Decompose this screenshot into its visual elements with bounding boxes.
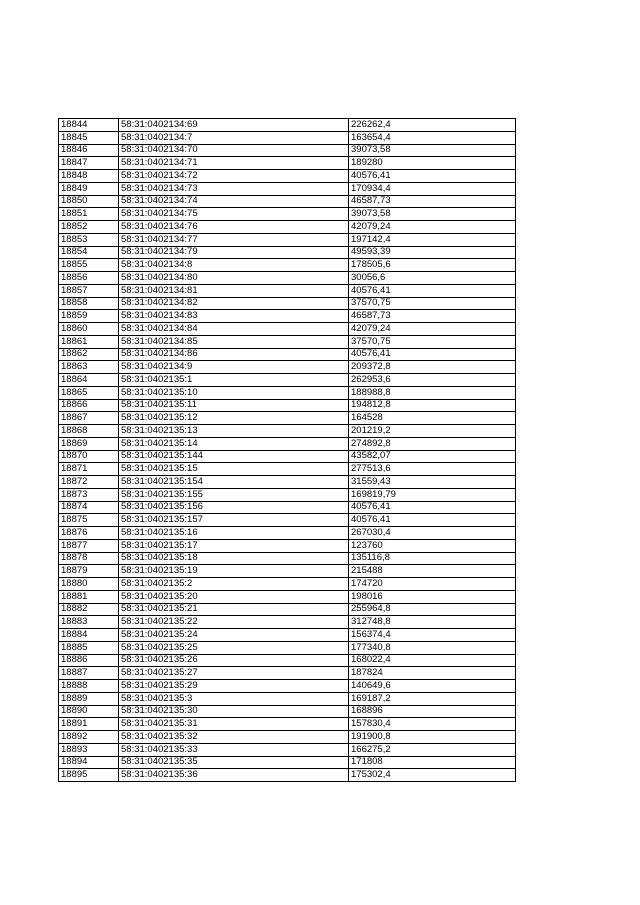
row-number-cell: 18880	[59, 578, 119, 591]
cadastral-number-cell: 58:31:0402135:25	[119, 641, 349, 654]
table-row	[59, 386, 516, 399]
row-number-cell: 18851	[59, 208, 119, 221]
value-cell: 49593,39	[349, 246, 516, 259]
cadastral-number-cell: 58:31:0402134:79	[119, 246, 349, 259]
cadastral-number-cell: 58:31:0402135:3	[119, 692, 349, 705]
row-number-cell: 18891	[59, 718, 119, 731]
table-row	[59, 195, 516, 208]
table-row	[59, 463, 516, 476]
table-row	[59, 221, 516, 234]
cadastral-number-cell: 58:31:0402135:157	[119, 514, 349, 527]
table-row	[59, 565, 516, 578]
table-row	[59, 144, 516, 157]
row-number-cell: 18892	[59, 731, 119, 744]
row-number-cell: 18871	[59, 463, 119, 476]
value-cell: 43582,07	[349, 450, 516, 463]
value-cell: 177340,8	[349, 641, 516, 654]
cadastral-number-cell: 58:31:0402135:13	[119, 425, 349, 438]
table-row	[59, 641, 516, 654]
value-cell: 40576,41	[349, 514, 516, 527]
cadastral-number-cell: 58:31:0402135:16	[119, 527, 349, 540]
value-cell: 39073,58	[349, 208, 516, 221]
row-number-cell: 18885	[59, 641, 119, 654]
cadastral-number-cell: 58:31:0402134:85	[119, 335, 349, 348]
row-number-cell: 18860	[59, 323, 119, 336]
cadastral-number-cell: 58:31:0402135:36	[119, 769, 349, 782]
value-cell: 187824	[349, 667, 516, 680]
row-number-cell: 18886	[59, 654, 119, 667]
row-number-cell: 18849	[59, 182, 119, 195]
row-number-cell: 18847	[59, 157, 119, 170]
table-row	[59, 527, 516, 540]
table-row	[59, 412, 516, 425]
row-number-cell: 18844	[59, 119, 119, 132]
row-number-cell: 18874	[59, 501, 119, 514]
cadastral-number-cell: 58:31:0402135:20	[119, 590, 349, 603]
table-row	[59, 374, 516, 387]
row-number-cell: 18888	[59, 680, 119, 693]
value-cell: 255964,8	[349, 603, 516, 616]
cadastral-number-cell: 58:31:0402135:156	[119, 501, 349, 514]
cadastral-number-cell: 58:31:0402134:9	[119, 361, 349, 374]
table-row	[59, 616, 516, 629]
table-row	[59, 476, 516, 489]
cadastral-number-cell: 58:31:0402135:24	[119, 629, 349, 642]
value-cell: 42079,24	[349, 323, 516, 336]
cadastral-number-cell: 58:31:0402135:22	[119, 616, 349, 629]
table-row	[59, 182, 516, 195]
cadastral-number-cell: 58:31:0402134:80	[119, 272, 349, 285]
row-number-cell: 18855	[59, 259, 119, 272]
cadastral-number-cell: 58:31:0402135:1	[119, 374, 349, 387]
cadastral-number-cell: 58:31:0402135:12	[119, 412, 349, 425]
value-cell: 215488	[349, 565, 516, 578]
value-cell: 140649,6	[349, 680, 516, 693]
table-row	[59, 246, 516, 259]
row-number-cell: 18873	[59, 488, 119, 501]
value-cell: 169187,2	[349, 692, 516, 705]
value-cell: 175302,4	[349, 769, 516, 782]
cadastral-number-cell: 58:31:0402134:81	[119, 284, 349, 297]
row-number-cell: 18872	[59, 476, 119, 489]
value-cell: 312748,8	[349, 616, 516, 629]
cadastral-number-cell: 58:31:0402134:7	[119, 131, 349, 144]
table-row	[59, 450, 516, 463]
row-number-cell: 18858	[59, 297, 119, 310]
row-number-cell: 18861	[59, 335, 119, 348]
table-row	[59, 170, 516, 183]
value-cell: 262953,6	[349, 374, 516, 387]
table-row	[59, 157, 516, 170]
cadastral-number-cell: 58:31:0402135:21	[119, 603, 349, 616]
table-row	[59, 590, 516, 603]
cadastral-number-cell: 58:31:0402134:71	[119, 157, 349, 170]
row-number-cell: 18854	[59, 246, 119, 259]
cadastral-number-cell: 58:31:0402135:33	[119, 743, 349, 756]
table-row	[59, 718, 516, 731]
cadastral-number-cell: 58:31:0402135:154	[119, 476, 349, 489]
row-number-cell: 18864	[59, 374, 119, 387]
value-cell: 197142,4	[349, 233, 516, 246]
table-row	[59, 119, 516, 132]
row-number-cell: 18863	[59, 361, 119, 374]
row-number-cell: 18866	[59, 399, 119, 412]
value-cell: 194812,8	[349, 399, 516, 412]
cadastral-number-cell: 58:31:0402135:26	[119, 654, 349, 667]
table-row	[59, 233, 516, 246]
cadastral-number-cell: 58:31:0402135:11	[119, 399, 349, 412]
cadastral-number-cell: 58:31:0402135:29	[119, 680, 349, 693]
table-row	[59, 578, 516, 591]
value-cell: 198016	[349, 590, 516, 603]
value-cell: 277513,6	[349, 463, 516, 476]
table-row	[59, 539, 516, 552]
row-number-cell: 18869	[59, 437, 119, 450]
row-number-cell: 18850	[59, 195, 119, 208]
table-row	[59, 705, 516, 718]
row-number-cell: 18846	[59, 144, 119, 157]
value-cell: 156374,4	[349, 629, 516, 642]
table-row	[59, 437, 516, 450]
cadastral-number-cell: 58:31:0402134:83	[119, 310, 349, 323]
value-cell: 178505,6	[349, 259, 516, 272]
table-body	[59, 119, 516, 782]
table-row	[59, 514, 516, 527]
value-cell: 168896	[349, 705, 516, 718]
table-row	[59, 743, 516, 756]
value-cell: 191900,8	[349, 731, 516, 744]
value-cell: 274892,8	[349, 437, 516, 450]
value-cell: 157830,4	[349, 718, 516, 731]
value-cell: 40576,41	[349, 170, 516, 183]
value-cell: 42079,24	[349, 221, 516, 234]
data-table	[58, 118, 516, 782]
row-number-cell: 18881	[59, 590, 119, 603]
value-cell: 201219,2	[349, 425, 516, 438]
value-cell: 169819,79	[349, 488, 516, 501]
cadastral-number-cell: 58:31:0402135:32	[119, 731, 349, 744]
value-cell: 163654,4	[349, 131, 516, 144]
row-number-cell: 18893	[59, 743, 119, 756]
table-row	[59, 680, 516, 693]
value-cell: 46587,73	[349, 195, 516, 208]
row-number-cell: 18879	[59, 565, 119, 578]
row-number-cell: 18875	[59, 514, 119, 527]
cadastral-number-cell: 58:31:0402134:8	[119, 259, 349, 272]
table-row	[59, 272, 516, 285]
row-number-cell: 18856	[59, 272, 119, 285]
cadastral-number-cell: 58:31:0402135:2	[119, 578, 349, 591]
row-number-cell: 18889	[59, 692, 119, 705]
row-number-cell: 18857	[59, 284, 119, 297]
cadastral-number-cell: 58:31:0402135:18	[119, 552, 349, 565]
value-cell: 37570,75	[349, 335, 516, 348]
cadastral-number-cell: 58:31:0402134:75	[119, 208, 349, 221]
cadastral-number-cell: 58:31:0402134:74	[119, 195, 349, 208]
table-row	[59, 310, 516, 323]
row-number-cell: 18895	[59, 769, 119, 782]
table-row	[59, 629, 516, 642]
value-cell: 40576,41	[349, 348, 516, 361]
value-cell: 40576,41	[349, 284, 516, 297]
table-row	[59, 284, 516, 297]
table-row	[59, 425, 516, 438]
cadastral-number-cell: 58:31:0402135:30	[119, 705, 349, 718]
table-row	[59, 603, 516, 616]
row-number-cell: 18848	[59, 170, 119, 183]
table-row	[59, 552, 516, 565]
value-cell: 164528	[349, 412, 516, 425]
row-number-cell: 18870	[59, 450, 119, 463]
cadastral-number-cell: 58:31:0402135:17	[119, 539, 349, 552]
value-cell: 31559,43	[349, 476, 516, 489]
table-row	[59, 667, 516, 680]
value-cell: 168022,4	[349, 654, 516, 667]
row-number-cell: 18852	[59, 221, 119, 234]
value-cell: 46587,73	[349, 310, 516, 323]
value-cell: 174720	[349, 578, 516, 591]
row-number-cell: 18876	[59, 527, 119, 540]
row-number-cell: 18845	[59, 131, 119, 144]
table-row	[59, 654, 516, 667]
row-number-cell: 18882	[59, 603, 119, 616]
table-row	[59, 501, 516, 514]
cadastral-number-cell: 58:31:0402135:19	[119, 565, 349, 578]
value-cell: 170934,4	[349, 182, 516, 195]
table-row	[59, 323, 516, 336]
value-cell: 267030,4	[349, 527, 516, 540]
cadastral-number-cell: 58:31:0402134:77	[119, 233, 349, 246]
row-number-cell: 18862	[59, 348, 119, 361]
value-cell: 40576,41	[349, 501, 516, 514]
cadastral-number-cell: 58:31:0402134:82	[119, 297, 349, 310]
cadastral-number-cell: 58:31:0402134:86	[119, 348, 349, 361]
row-number-cell: 18865	[59, 386, 119, 399]
value-cell: 209372,8	[349, 361, 516, 374]
table-row	[59, 756, 516, 769]
table-row	[59, 131, 516, 144]
cadastral-number-cell: 58:31:0402135:144	[119, 450, 349, 463]
cadastral-number-cell: 58:31:0402135:27	[119, 667, 349, 680]
row-number-cell: 18868	[59, 425, 119, 438]
cadastral-number-cell: 58:31:0402135:155	[119, 488, 349, 501]
cadastral-number-cell: 58:31:0402134:72	[119, 170, 349, 183]
table-row	[59, 769, 516, 782]
row-number-cell: 18890	[59, 705, 119, 718]
value-cell: 188988,8	[349, 386, 516, 399]
value-cell: 30056,6	[349, 272, 516, 285]
table-row	[59, 208, 516, 221]
row-number-cell: 18878	[59, 552, 119, 565]
value-cell: 171808	[349, 756, 516, 769]
cadastral-number-cell: 58:31:0402134:84	[119, 323, 349, 336]
cadastral-number-cell: 58:31:0402134:69	[119, 119, 349, 132]
table-row	[59, 297, 516, 310]
cadastral-number-cell: 58:31:0402135:35	[119, 756, 349, 769]
table-row	[59, 348, 516, 361]
table-row	[59, 692, 516, 705]
table-row	[59, 731, 516, 744]
cadastral-number-cell: 58:31:0402134:73	[119, 182, 349, 195]
row-number-cell: 18877	[59, 539, 119, 552]
table-row	[59, 335, 516, 348]
row-number-cell: 18894	[59, 756, 119, 769]
cadastral-number-cell: 58:31:0402135:15	[119, 463, 349, 476]
value-cell: 37570,75	[349, 297, 516, 310]
value-cell: 39073,58	[349, 144, 516, 157]
cadastral-number-cell: 58:31:0402135:31	[119, 718, 349, 731]
cadastral-number-cell: 58:31:0402134:76	[119, 221, 349, 234]
table-row	[59, 259, 516, 272]
value-cell: 166275,2	[349, 743, 516, 756]
table-row	[59, 488, 516, 501]
value-cell: 123760	[349, 539, 516, 552]
table-row	[59, 361, 516, 374]
row-number-cell: 18883	[59, 616, 119, 629]
row-number-cell: 18853	[59, 233, 119, 246]
value-cell: 226262,4	[349, 119, 516, 132]
value-cell: 189280	[349, 157, 516, 170]
cadastral-number-cell: 58:31:0402135:10	[119, 386, 349, 399]
table-row	[59, 399, 516, 412]
row-number-cell: 18859	[59, 310, 119, 323]
row-number-cell: 18887	[59, 667, 119, 680]
value-cell: 135116,8	[349, 552, 516, 565]
row-number-cell: 18867	[59, 412, 119, 425]
cadastral-number-cell: 58:31:0402134:70	[119, 144, 349, 157]
row-number-cell: 18884	[59, 629, 119, 642]
cadastral-number-cell: 58:31:0402135:14	[119, 437, 349, 450]
